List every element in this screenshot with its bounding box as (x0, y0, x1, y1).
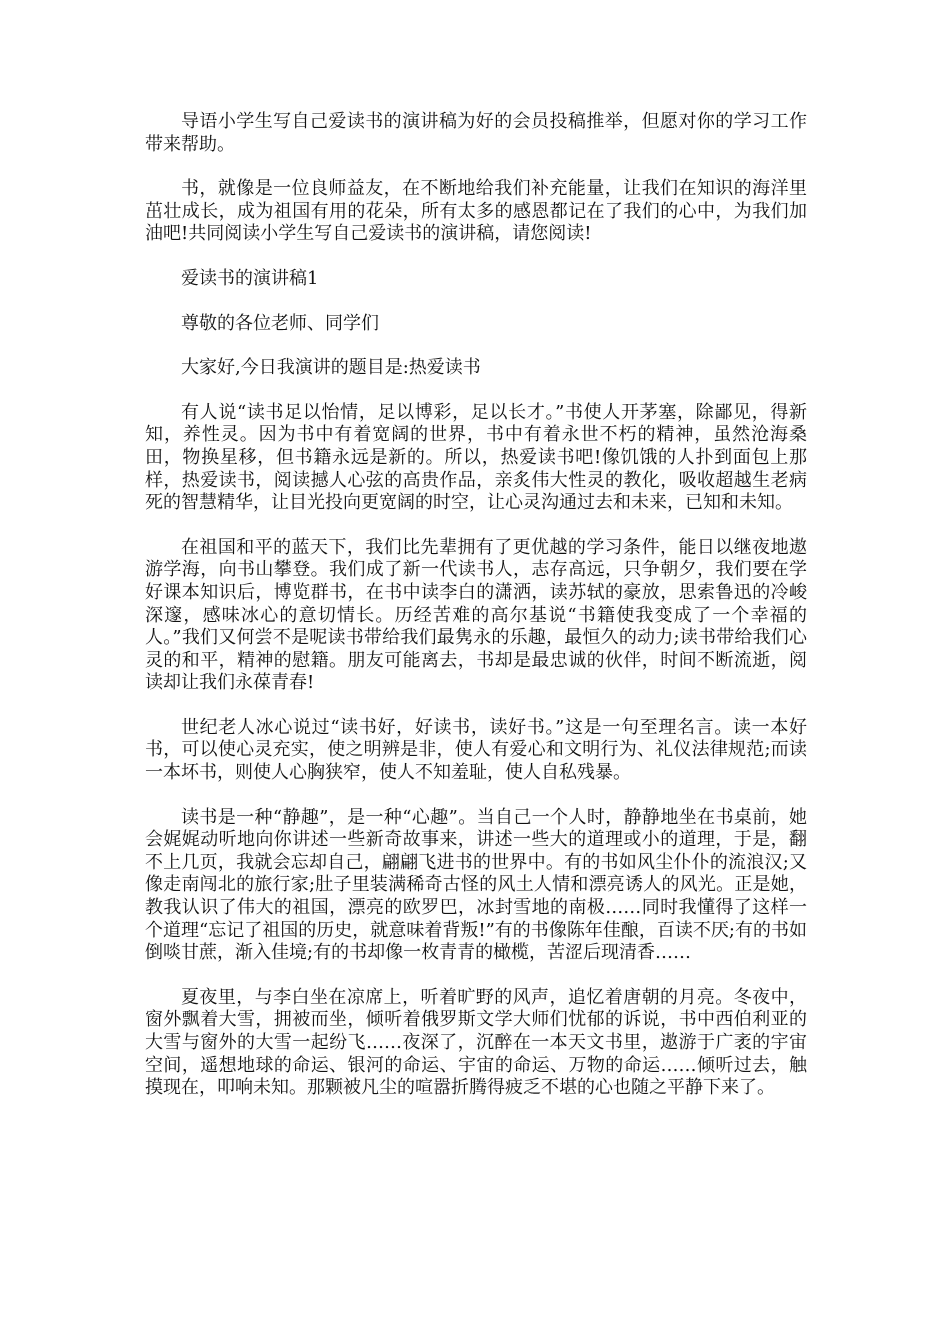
salutation: 尊敬的各位老师、同学们 (181, 312, 379, 334)
body-paragraph: 夏夜里，与李白坐在凉席上，听着旷野的风声，追忆着唐朝的月亮。冬夜中，窗外飘着大雪，拥被而坐，倾听着俄罗斯文学大师们忧郁的诉说，书中西伯利亚的大雪与窗外的大雪一起纷飞……夜深了，沉醉在一本天文书里，遨游于广袤的宇宙空间，遥想地球的命运、银河的命运、宇宙的命运、万物的命运……倾听过去，触摸现在，叩响未知。那颗被凡尘的喧嚣折腾得疲乏不堪的心也随之平静下来了。 (145, 986, 807, 1099)
body-paragraph: 在祖国和平的蓝天下，我们比先辈拥有了更优越的学习条件，能日以继夜地遨游学海，向书山攀登。我们成了新一代读书人，志存高远，只争朝夕，我们要在学好课本知识后，博览群书，在书中读李白的潇洒，读苏轼的豪放，思索鲁迅的冷峻深邃，感味冰心的意切情长。历经苦难的高尔基说“书籍使我变成了一个幸福的人。”我们又何尝不是呢读书带给我们最隽永的乐趣，最恒久的动力;读书带给我们心灵的和平，精神的慰籍。朋友可能离去，书却是最忠诚的伙伴，时间不断流逝，阅读却让我们永葆青春! (145, 536, 807, 694)
body-paragraph: 有人说“读书足以怡情，足以博彩，足以长才。”书使人开茅塞，除鄙见，得新知，养性灵。因为书中有着宽阔的世界，书中有着永世不朽的精神，虽然沧海桑田，物换星移，但书籍永远是新的。所以，热爱读书吧!像饥饿的人扑到面包上那样，热爱读书，阅读撼人心弦的高贵作品，亲炙伟大性灵的教化，吸收超越生老病死的智慧精华，让目光投向更宽阔的时空，让心灵沟通过去和未来，已知和未知。 (145, 401, 807, 514)
intro-paragraph: 导语小学生写自己爱读书的演讲稿为好的会员投稿推举，但愿对你的学习工作带来帮助。 (145, 111, 807, 155)
opening-line: 大家好,今日我演讲的题目是:热爱读书 (181, 357, 481, 379)
speech-title: 爱读书的演讲稿1 (181, 267, 319, 289)
preface-paragraph: 书，就像是一位良师益友，在不断地给我们补充能量，让我们在知识的海洋里茁壮成长，成为祖国有用的花朵，所有太多的感恩都记在了我们的心中，为我们加油吧!共同阅读小学生写自己爱读书的演讲稿，请您阅读! (145, 178, 807, 245)
body-paragraph: 世纪老人冰心说过“读书好，好读书，读好书。”这是一句至理名言。读一本好书，可以使心灵充实，使之明辨是非，使人有爱心和文明行为、礼仪法律规范;而读一本坏书，则使人心胸狭窄，使人不知羞耻，使人自私残暴。 (145, 716, 807, 784)
body-paragraph: 读书是一种“静趣”，是一种“心趣”。当自己一个人时，静静地坐在书桌前，她会娓娓动听地向你讲述一些新奇故事来，讲述一些大的道理或小的道理，于是，翻不上几页，我就会忘却自己，翩翩飞进书的世界中。有的书如风尘仆仆的流浪汉;又像走南闯北的旅行家;肚子里装满稀奇古怪的风土人情和漂亮诱人的风光。正是她，教我认识了伟大的祖国，漂亮的欧罗巴，冰封雪地的南极……同时我懂得了这样一个道理“忘记了祖国的历史，就意味着背叛!”有的书像陈年佳酿，百读不厌;有的书如倒啖甘蔗，渐入佳境;有的书却像一枚青青的橄榄，苦涩后现清香…… (145, 806, 807, 964)
document-body (145, 111, 807, 1122)
